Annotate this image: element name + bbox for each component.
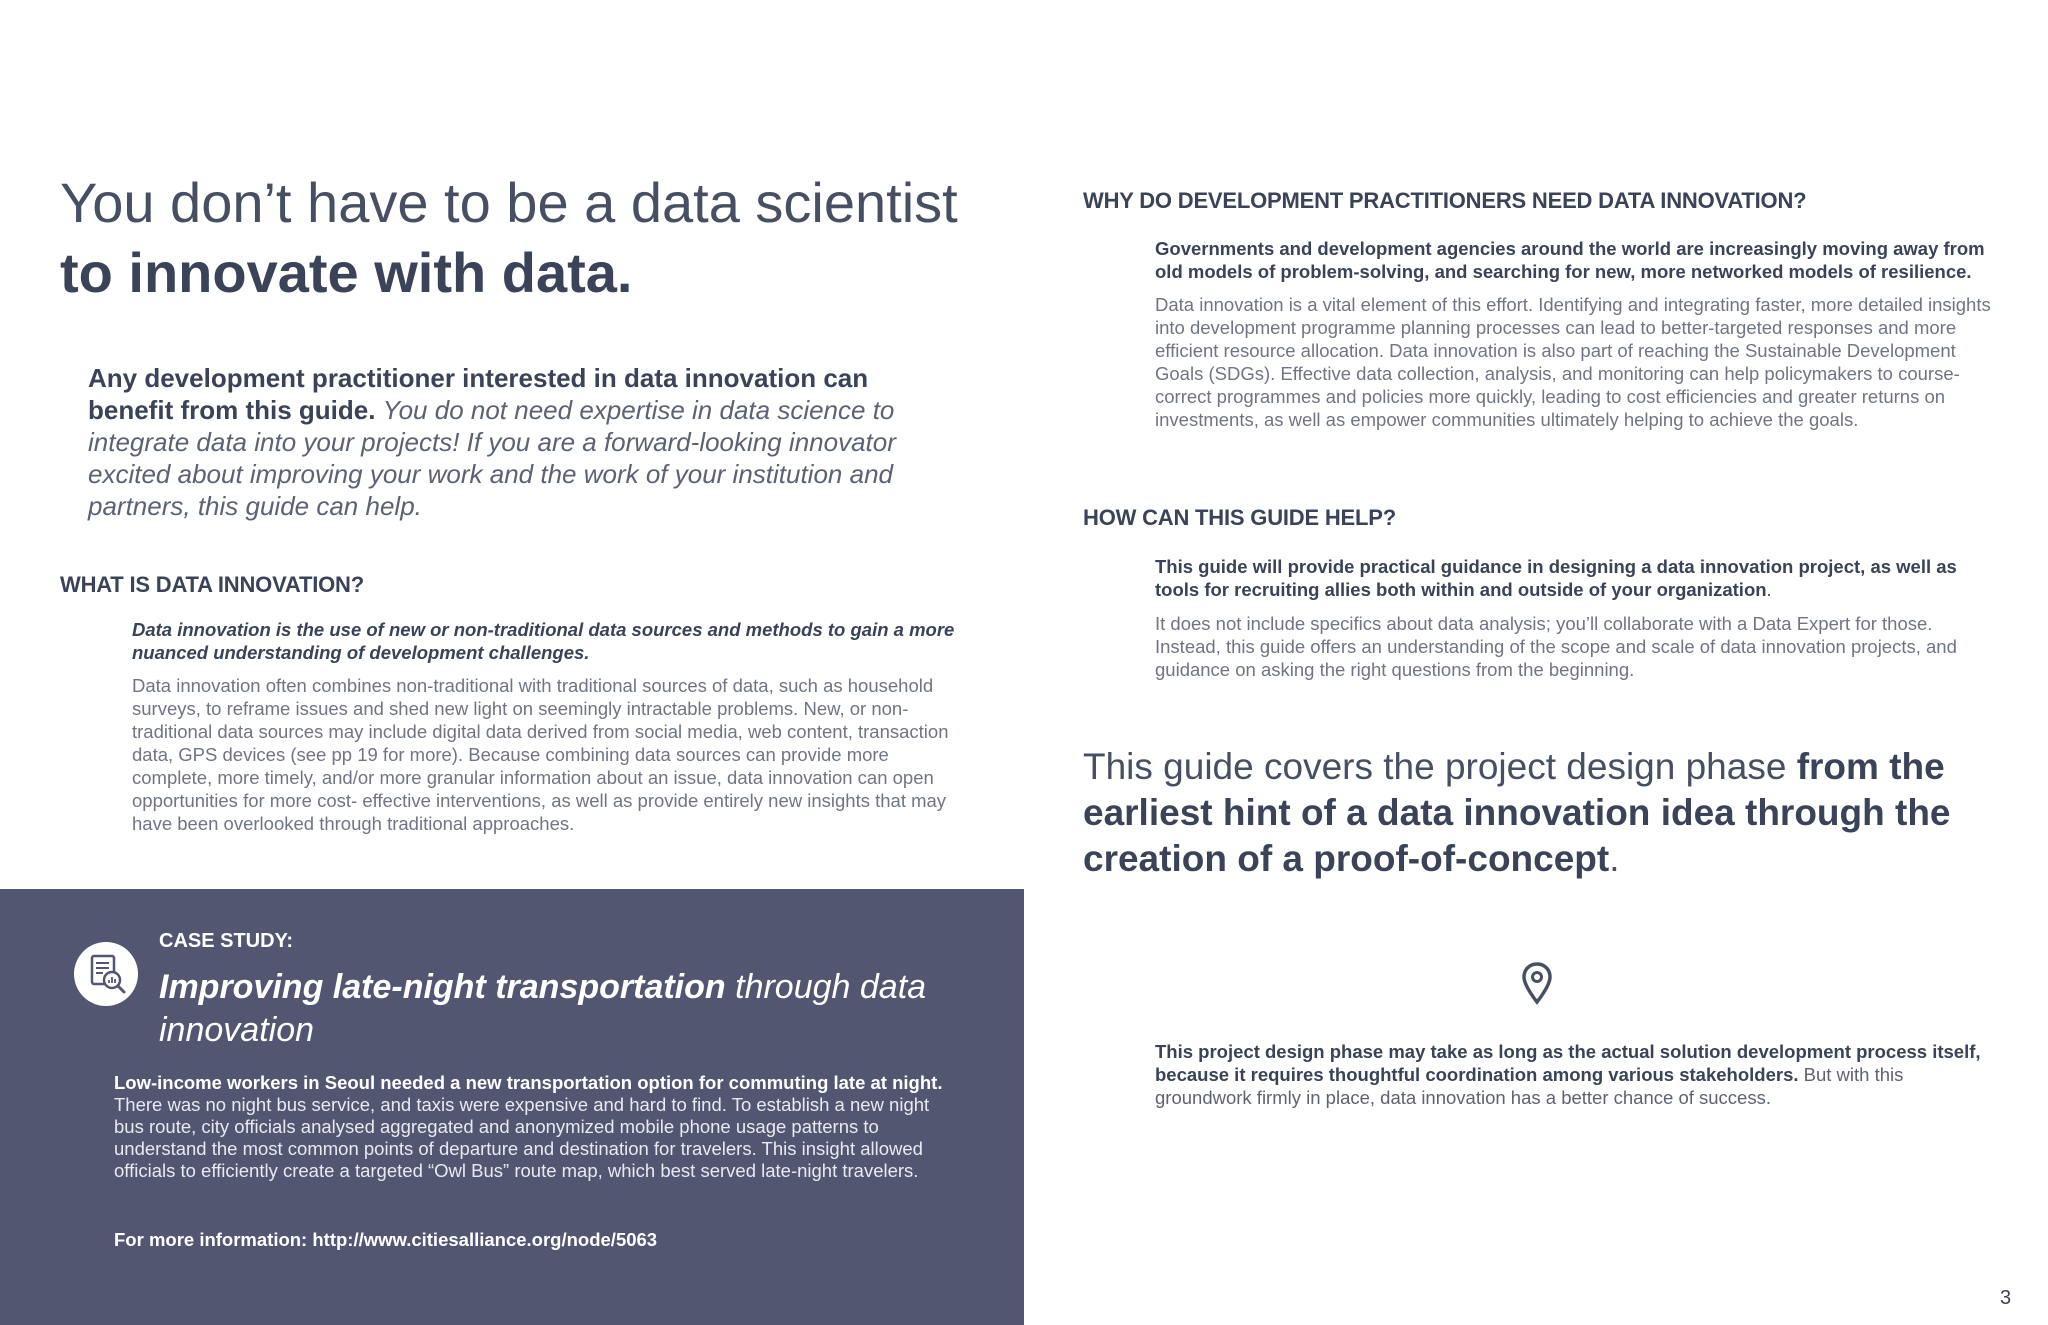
how-body: It does not include specifics about data analysis; you’ll collaborate with a Data Expert for those. Instead, this guide offers an understanding of the scope and scale of data innovation projects, and guidance on asking the right questions from the beginning.	[1155, 613, 1957, 680]
case-study-body	[114, 1072, 944, 1182]
phase-note-bold: This project design phase may take as long as the actual solution development process itself, because it requires thoughtful coordination among various stakeholders.	[1155, 1041, 1981, 1085]
covers-plain: This guide covers the project design phase	[1083, 746, 1787, 787]
page-headline	[60, 168, 1010, 308]
report-magnifier-icon	[74, 942, 138, 1006]
how-heading: HOW CAN THIS GUIDE HELP?	[1083, 505, 1396, 530]
case-study-body-text: There was no night bus service, and taxis were expensive and hard to find. To establish a new night bus route, city officials analysed aggregated and anonymized mobile phone usage patterns to understand the most common points of departure and destination for travelers. This insight allowed officials to efficiently create a targeted “Owl Bus” route map, which best served late-night travelers.	[114, 1094, 930, 1181]
case-study-label: CASE STUDY:	[159, 930, 294, 952]
headline-line-1: You don’t have to be a data scientist	[60, 171, 958, 234]
what-is-heading: WHAT IS DATA INNOVATION?	[60, 572, 364, 597]
phase-note-rest: But with this groundwork firmly in place, data innovation has a better chance of success.	[1155, 1064, 1904, 1108]
case-study-title-bold: Improving late-night transportation	[159, 968, 726, 1006]
intro-bold: Any development practitioner interested in data innovation can benefit from this guide.	[88, 363, 869, 425]
covers-statement	[1083, 744, 2013, 882]
covers-end: .	[1609, 838, 1620, 879]
case-study-title	[159, 966, 979, 1052]
what-is-lead: Data innovation is the use of new or non-traditional data sources and methods to gain a more nuanced understanding of development challenges.	[132, 619, 955, 663]
case-study-body-bold: Low-income workers in Seoul needed a new transportation option for commuting late at night.	[114, 1072, 943, 1093]
why-lead: Governments and development agencies around the world are increasingly moving away from old models of problem-solving, and searching for new, more networked models of resilience.	[1155, 238, 1985, 282]
covers-bold: from the earliest hint of a data innovation idea through the creation of a proof-of-concept	[1083, 746, 1951, 879]
phase-note	[1155, 1040, 1995, 1109]
how-lead-text: This guide will provide practical guidance in designing a data innovation project, as well as tools for recruiting allies both within and outside of your organization	[1155, 556, 1957, 600]
intro-paragraph	[88, 362, 958, 522]
how-lead	[1155, 555, 1995, 601]
page-number: 3	[2000, 1287, 2012, 1309]
case-study-more-info-link[interactable]: For more information: http://www.citiesalliance.org/node/5063	[114, 1229, 658, 1250]
case-study-title-rest: through data innovation	[159, 968, 927, 1049]
what-is-body: Data innovation often combines non-traditional with traditional sources of data, such as household surveys, to reframe issues and shed new light on seemingly intractable problems. New, or non-traditional data sources may include digital data derived from social media, web content, transaction data, GPS devices (see pp 19 for more). Because combining data sources can provide more complete, more timely, and/or more granular information about an issue, data innovation can open opportunities for more cost- effective interventions, as well as provide entirely new insights that may have been overlooked through traditional approaches.	[132, 675, 949, 834]
headline-line-2: to innovate with data.	[60, 241, 633, 304]
why-heading: WHY DO DEVELOPMENT PRACTITIONERS NEED DATA INNOVATION?	[1083, 188, 1807, 213]
why-body: Data innovation is a vital element of this effort. Identifying and integrating faster, more detailed insights into development programme planning processes can lead to better-targeted responses and more efficient resource allocation. Data innovation is also part of reaching the Sustainable Development Goals (SDGs). Effective data collection, analysis, and monitoring can help policymakers to course-correct programmes and policies more quickly, leading to cost efficiencies and greater returns on investments, as well as empower communities ultimately helping to achieve the goals.	[1155, 294, 1991, 430]
intro-italic: You do not need expertise in data science to integrate data into your projects! If you are a forward-looking innovator excited about improving your work and the work of your institution and partners, this guide can help.	[88, 395, 896, 521]
location-pin-icon	[1521, 962, 1553, 1006]
how-lead-end: .	[1766, 579, 1772, 600]
